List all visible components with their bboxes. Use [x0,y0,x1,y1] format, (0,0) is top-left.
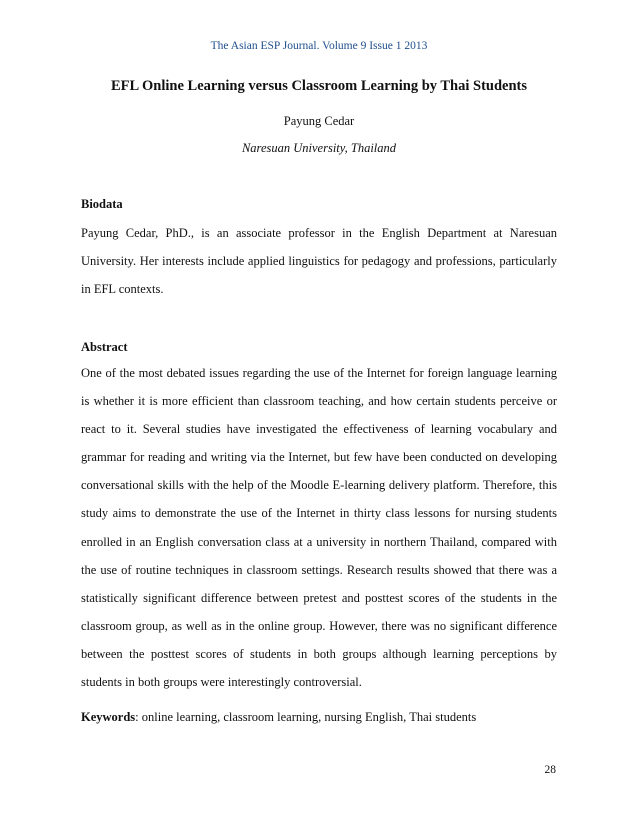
keywords-line [81,710,476,725]
biodata-text: Payung Cedar, PhD., is an associate professor in the English Department at Naresuan University. Her interests include applied linguistics for pedagogy and professions, particularly in EFL contexts. [81,226,557,297]
abstract-text: One of the most debated issues regarding the use of the Internet for foreign language learning is whether it is more efficient than classroom teaching, and how certain students perceive or react to it. Several studies have investigated the effectiveness of learning vocabulary and grammar for reading and writing via the Internet, but few have been conducted on developing conversational skills with the help of the Moodle E-learning delivery platform. Therefore, this study aims to demonstrate the use of the Internet in thirty class lessons for nursing students enrolled in an English conversation class at a university in northern Thailand, compared with the use of routine techniques in classroom settings. Research results showed that there was a statistically significant difference between pretest and posttest scores of the students in the classroom group, as well as in the online group. However, there was no significant difference between the posttest scores of students in both groups although learning perceptions by students in both groups were interestingly controversial. [81,366,557,690]
page-number: 28 [544,764,556,776]
keywords-label: Keywords [81,710,136,724]
paper-title: EFL Online Learning versus Classroom Learning by Thai Students [110,78,528,94]
author-name: Payung Cedar [283,114,355,128]
author-affiliation: Naresuan University, Thailand [241,141,397,155]
journal-header: The Asian ESP Journal. Volume 9 Issue 1 2013 [210,40,428,52]
abstract-heading: Abstract [81,340,128,354]
biodata-heading: Biodata [81,197,123,211]
keywords-text: : online learning, classroom learning, nursing English, Thai students [135,710,477,724]
